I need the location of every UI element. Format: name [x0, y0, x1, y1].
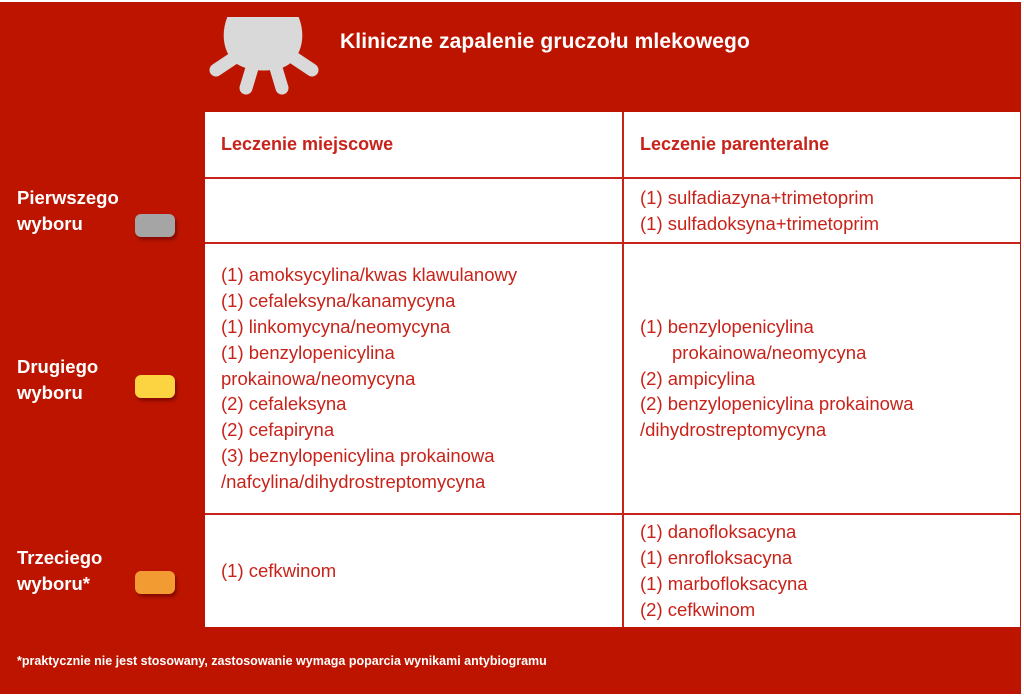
drug-item: prokainowa/neomycyna — [221, 367, 416, 389]
footnote: *praktycznie nie jest stosowany, zastosowanie wymaga poparcia wynikami antybiogramu — [17, 654, 547, 668]
drug-item: (1) enrofloksacyna — [640, 547, 793, 569]
drug-item: (2) ampicylina — [640, 367, 756, 389]
drug-item: (2) benzylopenicylina prokainowa — [640, 393, 914, 415]
drug-item: /nafcylina/dihydrostreptomycyna — [221, 470, 486, 492]
table-cell-first-local — [221, 179, 616, 242]
table-cell-second-parenteral — [640, 244, 1010, 513]
column-header-local: Leczenie miejscowe — [221, 133, 394, 154]
drug-item: (2) cefkwinom — [640, 598, 756, 620]
drug-item: (1) cefkwinom — [221, 560, 337, 582]
drug-item: (2) cefaleksyna — [221, 393, 347, 415]
row-label-first-choice — [17, 185, 119, 237]
drug-item: prokainowa/neomycyna — [672, 341, 867, 363]
udder-icon — [208, 12, 320, 96]
row-label-line: Drugiego — [17, 356, 99, 377]
drug-item: (1) danofloksacyna — [640, 521, 797, 543]
treatment-table — [205, 112, 1020, 627]
page-title: Kliniczne zapalenie gruczołu mlekowego — [340, 30, 750, 53]
drug-item: (3) beznylopenicylina prokainowa — [221, 444, 495, 466]
drug-item: (1) benzylopenicylina — [640, 316, 814, 337]
drug-item: (1) benzylopenicylina — [221, 341, 395, 363]
drug-item: /dihydrostreptomycyna — [640, 419, 827, 441]
drug-item: (1) cefaleksyna/kanamycyna — [221, 290, 456, 312]
row-label-third-choice — [17, 545, 102, 597]
drug-item: (1) sulfadoksyna+trimetoprim — [640, 212, 880, 234]
table-cell-third-local — [221, 515, 616, 627]
first-choice-color-swatch — [135, 214, 175, 237]
third-choice-color-swatch — [135, 571, 175, 594]
table-cell-second-local — [221, 244, 616, 513]
second-choice-color-swatch — [135, 375, 175, 398]
drug-item: (1) linkomycyna/neomycyna — [221, 316, 451, 337]
table-cell-third-parenteral — [640, 515, 1010, 627]
drug-item: (1) amoksycylina/kwas klawulanowy — [221, 264, 518, 286]
row-label-second-choice — [17, 354, 98, 406]
drug-item: (1) sulfadiazyna+trimetoprim — [640, 186, 874, 208]
row-label-line: wyboru* — [17, 573, 90, 594]
table-cell-first-parenteral — [640, 179, 1010, 242]
row-label-line: wyboru — [17, 382, 83, 403]
table-column-divider — [622, 112, 624, 627]
row-label-line: Trzeciego — [17, 547, 103, 568]
row-label-line: Pierwszego — [17, 187, 119, 208]
drug-item: (2) cefapiryna — [221, 419, 335, 441]
drug-item: (1) marbofloksacyna — [640, 573, 808, 594]
row-label-line: wyboru — [17, 213, 83, 234]
column-header-parenteral: Leczenie parenteralne — [640, 133, 830, 154]
